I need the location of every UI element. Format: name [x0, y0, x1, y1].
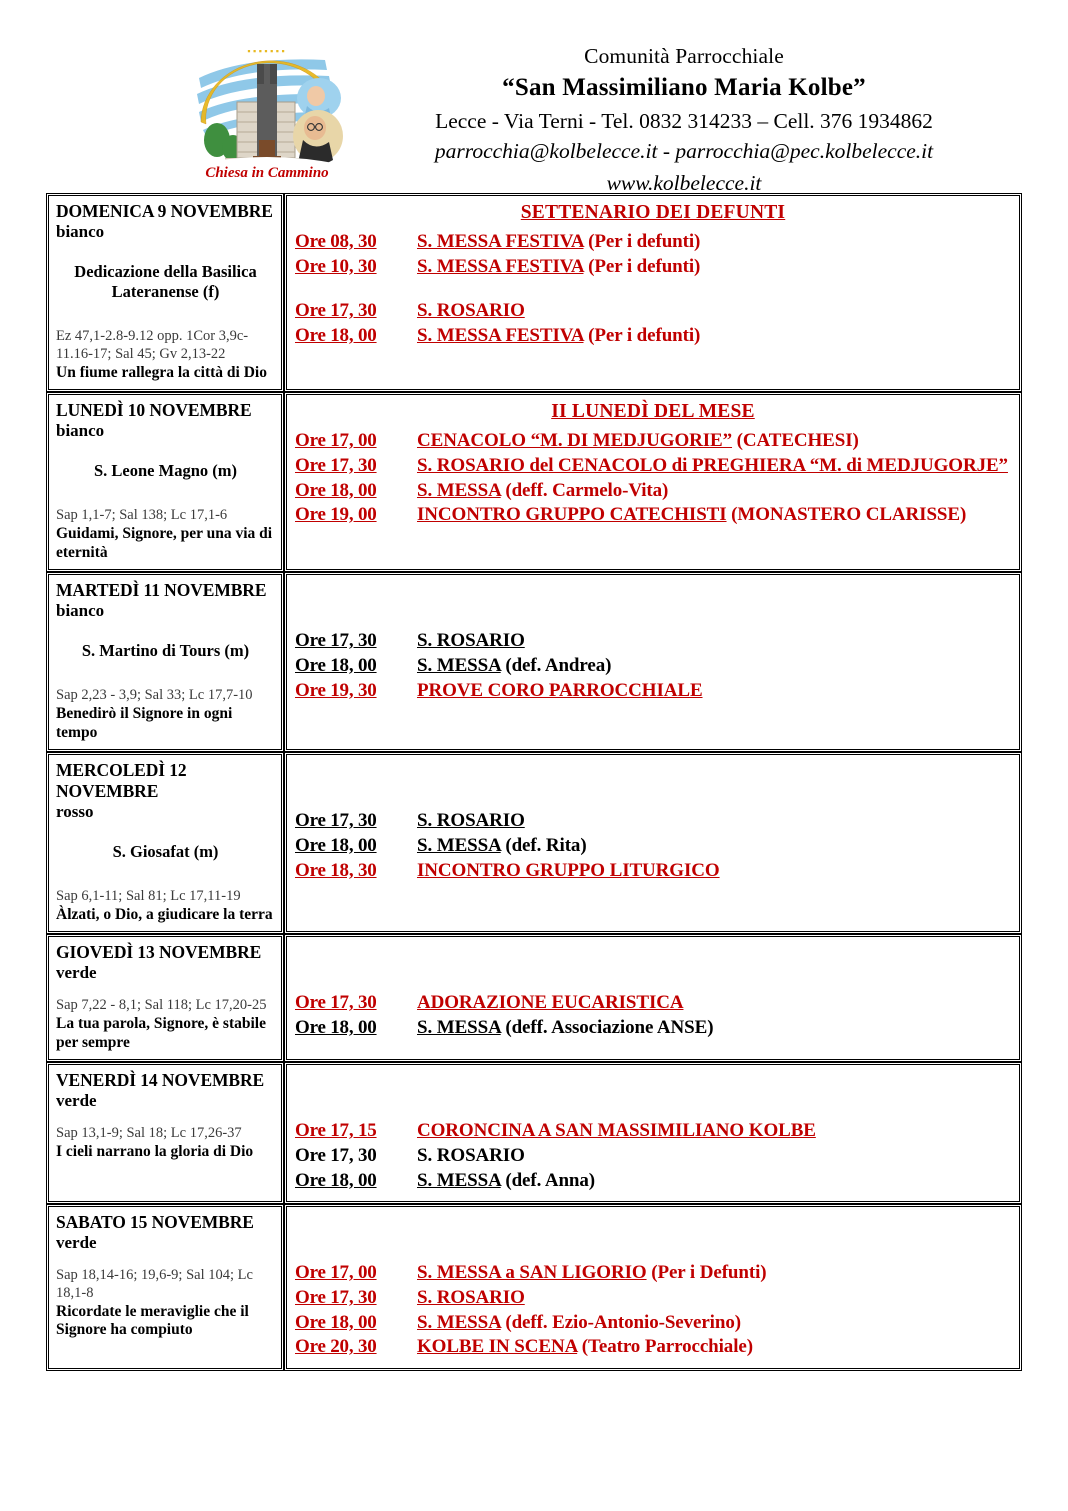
events-cell: [284, 752, 1022, 934]
event-description: [417, 454, 1011, 479]
events-cell: [284, 1062, 1022, 1204]
scripture-readings: Sap 6,1-11; Sal 81; Lc 17,11-19: [56, 888, 241, 905]
event-title: S. MESSA: [417, 1311, 501, 1333]
parrocchia-kolbe-logo: [185, 36, 347, 184]
event-note: (Per i Defunti): [646, 1262, 767, 1284]
event-title: S. ROSARIO: [417, 1144, 525, 1166]
event-note: (def. Anna): [500, 1169, 596, 1191]
parish-address: Lecce - Via Terni - Tel. 0832 314233 – Cell. 376 1934862: [435, 108, 933, 133]
event-description: [417, 654, 1011, 679]
saint-of-the-day: S. Giosafat (m): [112, 841, 219, 861]
responsorial-psalm: Guidami, Signore, per una via di eternità: [56, 525, 273, 561]
event-description: [417, 809, 1011, 834]
responsorial-psalm: La tua parola, Signore, è stabile per sempre: [56, 1015, 266, 1051]
day-title: MERCOLEDÌ 12 NOVEMBRE: [56, 760, 187, 801]
event-time: Ore 17, 30: [295, 992, 377, 1014]
event-description: [417, 629, 1011, 654]
event-title: PROVE CORO PARROCCHIALE: [417, 679, 703, 701]
scripture-readings: Sap 1,1-7; Sal 138; Lc 17,1-6: [56, 507, 228, 524]
day-cell: [46, 1062, 284, 1204]
event-title: S. ROSARIO del CENACOLO di PREGHIERA “M. di MEDJUGORJE”: [417, 454, 1008, 476]
event-note: (deff. Carmelo-Vita): [500, 479, 669, 501]
event-row: [295, 1311, 1011, 1336]
events-cell: [284, 1204, 1022, 1371]
event-row: [295, 503, 1011, 528]
community-label: Comunità Parrocchiale: [584, 44, 784, 68]
responsorial-psalm: I cieli narrano la gloria di Dio: [56, 1143, 254, 1161]
responsorial-psalm: Un fiume rallegra la città di Dio: [56, 363, 267, 381]
event-time: Ore 20, 30: [295, 1336, 377, 1358]
day-cell: [46, 572, 284, 752]
table-row: [46, 1062, 1022, 1204]
event-title: S. MESSA FESTIVA: [417, 255, 584, 277]
parish-emails: parrocchia@kolbelecce.it - parrocchia@pec.kolbelecce.it: [434, 139, 934, 164]
schedule-body: [46, 193, 1022, 1371]
event-description: [417, 1286, 1011, 1311]
event-title: CORONCINA A SAN MASSIMILIANO KOLBE: [417, 1120, 816, 1142]
event-description: [417, 429, 1011, 454]
event-note: (deff. Ezio-Antonio-Severino): [500, 1311, 741, 1333]
event-time: Ore 17, 00: [295, 1262, 377, 1284]
liturgical-color: verde: [56, 1233, 97, 1252]
events-cell: [284, 572, 1022, 752]
event-note: (def. Andrea): [500, 654, 612, 676]
logo-container: [185, 36, 375, 184]
responsorial-psalm: Benedirò il Signore in ogni tempo: [56, 705, 233, 741]
event-note: (MONASTERO CLARISSE): [726, 504, 967, 526]
svg-text:▪ ▪ ▪ ▪ ▪ ▪ ▪: ▪ ▪ ▪ ▪ ▪ ▪ ▪: [247, 46, 285, 56]
event-note: (Per i defunti): [583, 231, 701, 252]
event-description: [417, 834, 1011, 859]
event-title: ADORAZIONE EUCARISTICA: [417, 992, 684, 1014]
event-title: S. MESSA: [417, 1017, 501, 1039]
event-row: [295, 1144, 1011, 1169]
liturgical-color: bianco: [56, 600, 105, 620]
event-description: [417, 1335, 1011, 1360]
event-row: [295, 1119, 1011, 1144]
event-time: Ore 18, 00: [295, 654, 377, 676]
event-time: Ore 18, 00: [295, 479, 377, 501]
event-description: [417, 324, 1011, 349]
event-row: [295, 299, 1011, 324]
responsorial-psalm: Ricordate le meraviglie che il Signore ha compiuto: [56, 1302, 249, 1339]
event-description: [417, 859, 1011, 884]
event-description: [417, 479, 1011, 504]
day-cell: [46, 193, 284, 392]
table-row: [46, 392, 1022, 572]
event-description: [417, 255, 1011, 280]
logo-artwork: [185, 36, 347, 184]
table-row: [46, 752, 1022, 934]
day-cell: [46, 392, 284, 572]
event-title: INCONTRO GRUPPO CATECHISTI: [417, 504, 727, 526]
table-row: [46, 934, 1022, 1062]
event-time: Ore 18, 30: [295, 859, 377, 881]
scripture-readings: Ez 47,1-2.8-9.12 opp. 1Cor 3,9c-11.16-17; Sal 45; Gv 2,13-22: [56, 328, 249, 362]
event-row: [295, 479, 1011, 504]
events-heading: II LUNEDÌ DEL MESE: [551, 401, 755, 423]
scripture-readings: Sap 18,14-16; 19,6-9; Sal 104; Lc 18,1-8: [56, 1267, 253, 1302]
event-title: S. MESSA FESTIVA: [417, 325, 584, 347]
event-time: Ore 18, 00: [295, 835, 377, 856]
day-cell: [46, 1204, 284, 1371]
event-note: (Teatro Parrocchiale): [577, 1336, 753, 1358]
event-time: Ore 08, 30: [295, 231, 377, 252]
event-title: S. ROSARIO: [417, 300, 525, 322]
event-description: [417, 1144, 1011, 1169]
event-note: (CATECHESI): [732, 430, 859, 452]
event-row: [295, 1335, 1011, 1360]
event-title: S. MESSA: [417, 835, 501, 856]
event-row: [295, 1286, 1011, 1311]
day-title: VENERDÌ 14 NOVEMBRE: [56, 1070, 265, 1091]
event-title: S. MESSA: [417, 1169, 501, 1191]
saint-of-the-day: S. Martino di Tours (m): [81, 641, 250, 661]
liturgical-color: bianco: [56, 420, 105, 440]
day-cell: [46, 752, 284, 934]
event-row: [295, 859, 1011, 884]
event-description: [417, 230, 1011, 255]
saint-of-the-day: S. Leone Magno (m): [94, 461, 237, 481]
events-cell: [284, 392, 1022, 572]
event-description: [417, 1311, 1011, 1336]
event-title: S. ROSARIO: [417, 630, 525, 652]
events-heading: SETTENARIO DEI DEFUNTI: [520, 202, 786, 223]
event-row: [295, 679, 1011, 704]
event-row: [295, 991, 1011, 1016]
day-title: MARTEDÌ 11 NOVEMBRE: [56, 580, 267, 601]
liturgical-color: bianco: [56, 221, 105, 241]
event-description: [417, 1119, 1011, 1144]
liturgical-color: rosso: [56, 801, 94, 821]
event-title: KOLBE IN SCENA: [417, 1336, 578, 1358]
event-row: [295, 324, 1011, 349]
event-time: Ore 18, 00: [295, 1169, 377, 1191]
event-row: [295, 834, 1011, 859]
event-row: [295, 809, 1011, 834]
event-description: [417, 679, 1011, 704]
event-description: [417, 1169, 1011, 1194]
event-note: (Per i defunti): [583, 255, 701, 277]
event-title: S. MESSA a SAN LIGORIO: [417, 1262, 647, 1284]
event-description: [417, 299, 1011, 324]
schedule-sheet: [0, 175, 1068, 1371]
event-row: [295, 629, 1011, 654]
event-time: Ore 17, 30: [295, 1287, 377, 1309]
event-row: [295, 1169, 1011, 1194]
event-note: (Per i defunti): [583, 325, 701, 347]
event-time: Ore 19, 00: [295, 504, 377, 526]
event-description: [417, 1016, 1011, 1041]
event-description: [417, 1261, 1011, 1286]
event-time: Ore 17, 15: [295, 1120, 377, 1142]
parish-website: www.kolbelecce.it: [606, 170, 762, 195]
day-cell: [46, 934, 284, 1062]
document-header: [0, 0, 1068, 195]
event-time: Ore 17, 00: [295, 430, 377, 452]
day-title: SABATO 15 NOVEMBRE: [56, 1212, 254, 1233]
day-title: LUNEDÌ 10 NOVEMBRE: [56, 400, 252, 421]
saint-of-the-day: Dedicazione della Basilica Lateranense (f): [74, 262, 257, 302]
event-description: [417, 503, 1011, 528]
event-row: [295, 454, 1011, 479]
event-time: Ore 10, 30: [295, 255, 377, 277]
event-row: [295, 654, 1011, 679]
header-text-block: [375, 36, 1068, 199]
parish-name: “San Massimiliano Maria Kolbe”: [502, 74, 866, 102]
table-row: [46, 1204, 1022, 1371]
scripture-readings: Sap 2,23 - 3,9; Sal 33; Lc 17,7-10: [56, 687, 253, 704]
day-title: DOMENICA 9 NOVEMBRE: [56, 201, 273, 221]
event-row: [295, 1261, 1011, 1286]
event-time: Ore 18, 00: [295, 1017, 377, 1039]
event-row: [295, 230, 1011, 255]
events-cell: [284, 193, 1022, 392]
logo-ribbon-text: Chiesa in Cammino: [205, 165, 329, 181]
event-title: CENACOLO “M. DI MEDJUGORIE”: [417, 430, 733, 452]
event-time: Ore 17, 30: [295, 630, 377, 652]
table-row: [46, 193, 1022, 392]
event-row: [295, 255, 1011, 280]
liturgical-color: verde: [56, 1090, 97, 1110]
event-title: S. ROSARIO: [417, 810, 525, 832]
event-title: S. MESSA: [417, 654, 501, 676]
event-description: [417, 991, 1011, 1016]
scripture-readings: Sap 13,1-9; Sal 18; Lc 17,26-37: [56, 1125, 242, 1142]
event-row: [295, 1016, 1011, 1041]
weekly-schedule-table: [46, 193, 1022, 1371]
event-note: (def. Rita): [500, 835, 587, 856]
event-time: Ore 19, 30: [295, 679, 377, 701]
event-time: Ore 17, 30: [295, 810, 377, 832]
event-time: Ore 18, 00: [295, 325, 377, 347]
event-time: Ore 17, 30: [295, 1144, 377, 1166]
event-title: S. ROSARIO: [417, 1287, 525, 1309]
liturgical-color: verde: [56, 963, 97, 983]
event-time: Ore 17, 30: [295, 454, 377, 476]
event-time: Ore 18, 00: [295, 1311, 377, 1333]
event-note: (deff. Associazione ANSE): [500, 1017, 714, 1039]
event-time: Ore 17, 30: [295, 300, 377, 322]
scripture-readings: Sap 7,22 - 8,1; Sal 118; Lc 17,20-25: [56, 997, 267, 1014]
table-row: [46, 572, 1022, 752]
event-title: S. MESSA: [417, 479, 501, 501]
event-row: [295, 429, 1011, 454]
day-title: GIOVEDÌ 13 NOVEMBRE: [56, 942, 262, 963]
event-title: S. MESSA FESTIVA: [417, 231, 584, 252]
event-title: INCONTRO GRUPPO LITURGICO: [417, 859, 720, 881]
events-cell: [284, 934, 1022, 1062]
responsorial-psalm: Àlzati, o Dio, a giudicare la terra: [56, 905, 273, 923]
